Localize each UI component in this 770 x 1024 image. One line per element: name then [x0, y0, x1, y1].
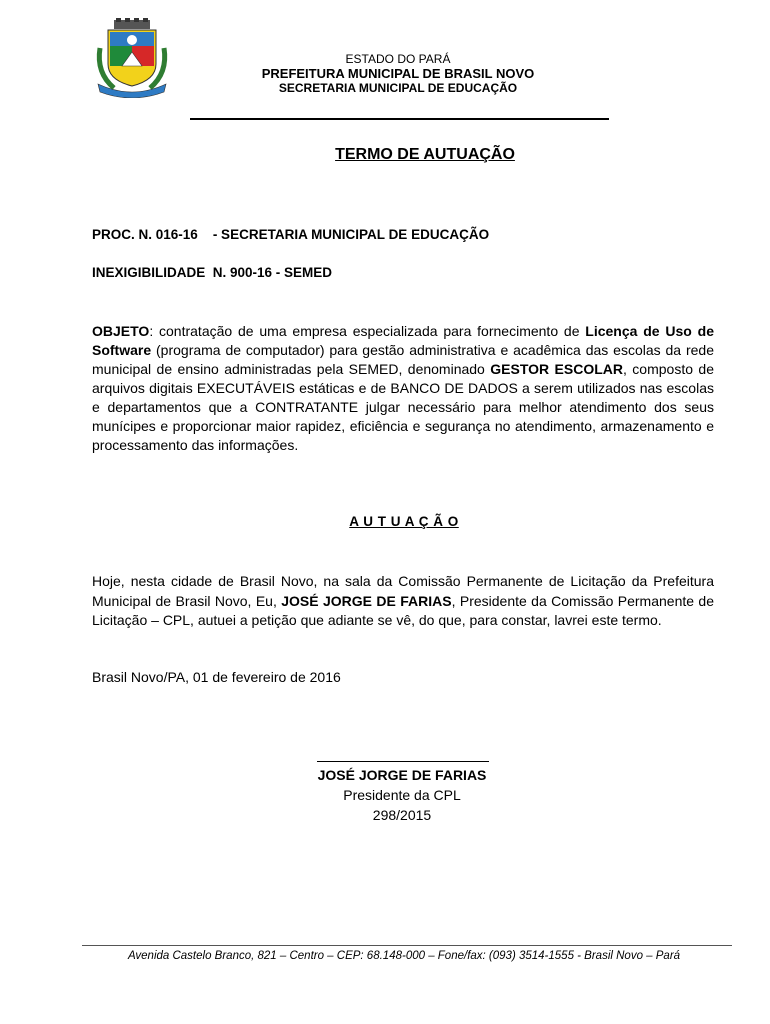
- signer-name: JOSÉ JORGE DE FARIAS: [317, 767, 487, 783]
- body-text-1: Hoje, nesta cidade de Brasil Novo, na sala da Comissão Permanente de Licitação da Prefeitura Municipal de Brasil Novo, Eu,: [92, 573, 714, 609]
- footer-divider: [82, 945, 732, 946]
- body-name: JOSÉ JORGE DE FARIAS: [281, 592, 452, 609]
- process-label: PROC. N. 016-16: [92, 227, 198, 242]
- city-hall-name: PREFEITURA MUNICIPAL DE BRASIL NOVO: [261, 66, 535, 81]
- object-bold-2: GESTOR ESCOLAR: [490, 361, 623, 377]
- autuacao-heading: A U T U A Ç Ã O: [349, 514, 459, 529]
- body-text-2: , Presidente da Comissão Permanente de Licitação – CPL, autuei a petição que adiante se vê, do que, para constar, lavrei este termo.: [92, 592, 714, 628]
- object-paragraph: [92, 322, 714, 455]
- object-label: OBJETO: [92, 323, 150, 339]
- process-department: - SECRETARIA MUNICIPAL DE EDUCAÇÃO: [212, 227, 490, 242]
- signer-number: 298/2015: [372, 807, 432, 823]
- signature-block: [212, 765, 592, 825]
- object-text-1: : contratação de uma empresa especializada para fornecimento de: [149, 323, 586, 339]
- process-number: [92, 227, 489, 242]
- municipal-coat-of-arms-icon: [92, 18, 172, 98]
- body-paragraph: [92, 572, 714, 631]
- inexigibility-number: INEXIGIBILIDADE N. 900-16 - SEMED: [92, 265, 333, 280]
- signer-role: Presidente da CPL: [343, 787, 461, 803]
- signature-line: [317, 761, 489, 762]
- department-name: SECRETARIA MUNICIPAL DE EDUCAÇÃO: [278, 81, 518, 95]
- letterhead: [190, 52, 606, 96]
- document-title: TERMO DE AUTUAÇÃO: [335, 146, 515, 163]
- object-bold-1: Licença de Uso de Software: [92, 323, 714, 358]
- object-text-2: (programa de computador) para gestão administrativa e acadêmica das escolas da rede municipal de ensino administradas pela SEMED, denominado: [92, 342, 714, 377]
- header-divider: [190, 118, 609, 120]
- object-text-3: , composto de arquivos digitais EXECUTÁVEIS estáticas e de BANCO DE DADOS a serem utilizados nas escolas e departamentos que a CONTRATANTE julgar necessário para melhor atendimento dos seus munícipes e proporcionar maior rapidez, eficiência e segurança no atendimento, armazenamento e processamento das informações.: [92, 361, 714, 453]
- state-name: ESTADO DO PARÁ: [345, 52, 451, 66]
- place-date: Brasil Novo/PA, 01 de fevereiro de 2016: [92, 669, 341, 685]
- footer-address: Avenida Castelo Branco, 821 – Centro – CEP: 68.148-000 – Fone/fax: (093) 3514-1555 - Brasil Novo – Pará: [127, 950, 681, 962]
